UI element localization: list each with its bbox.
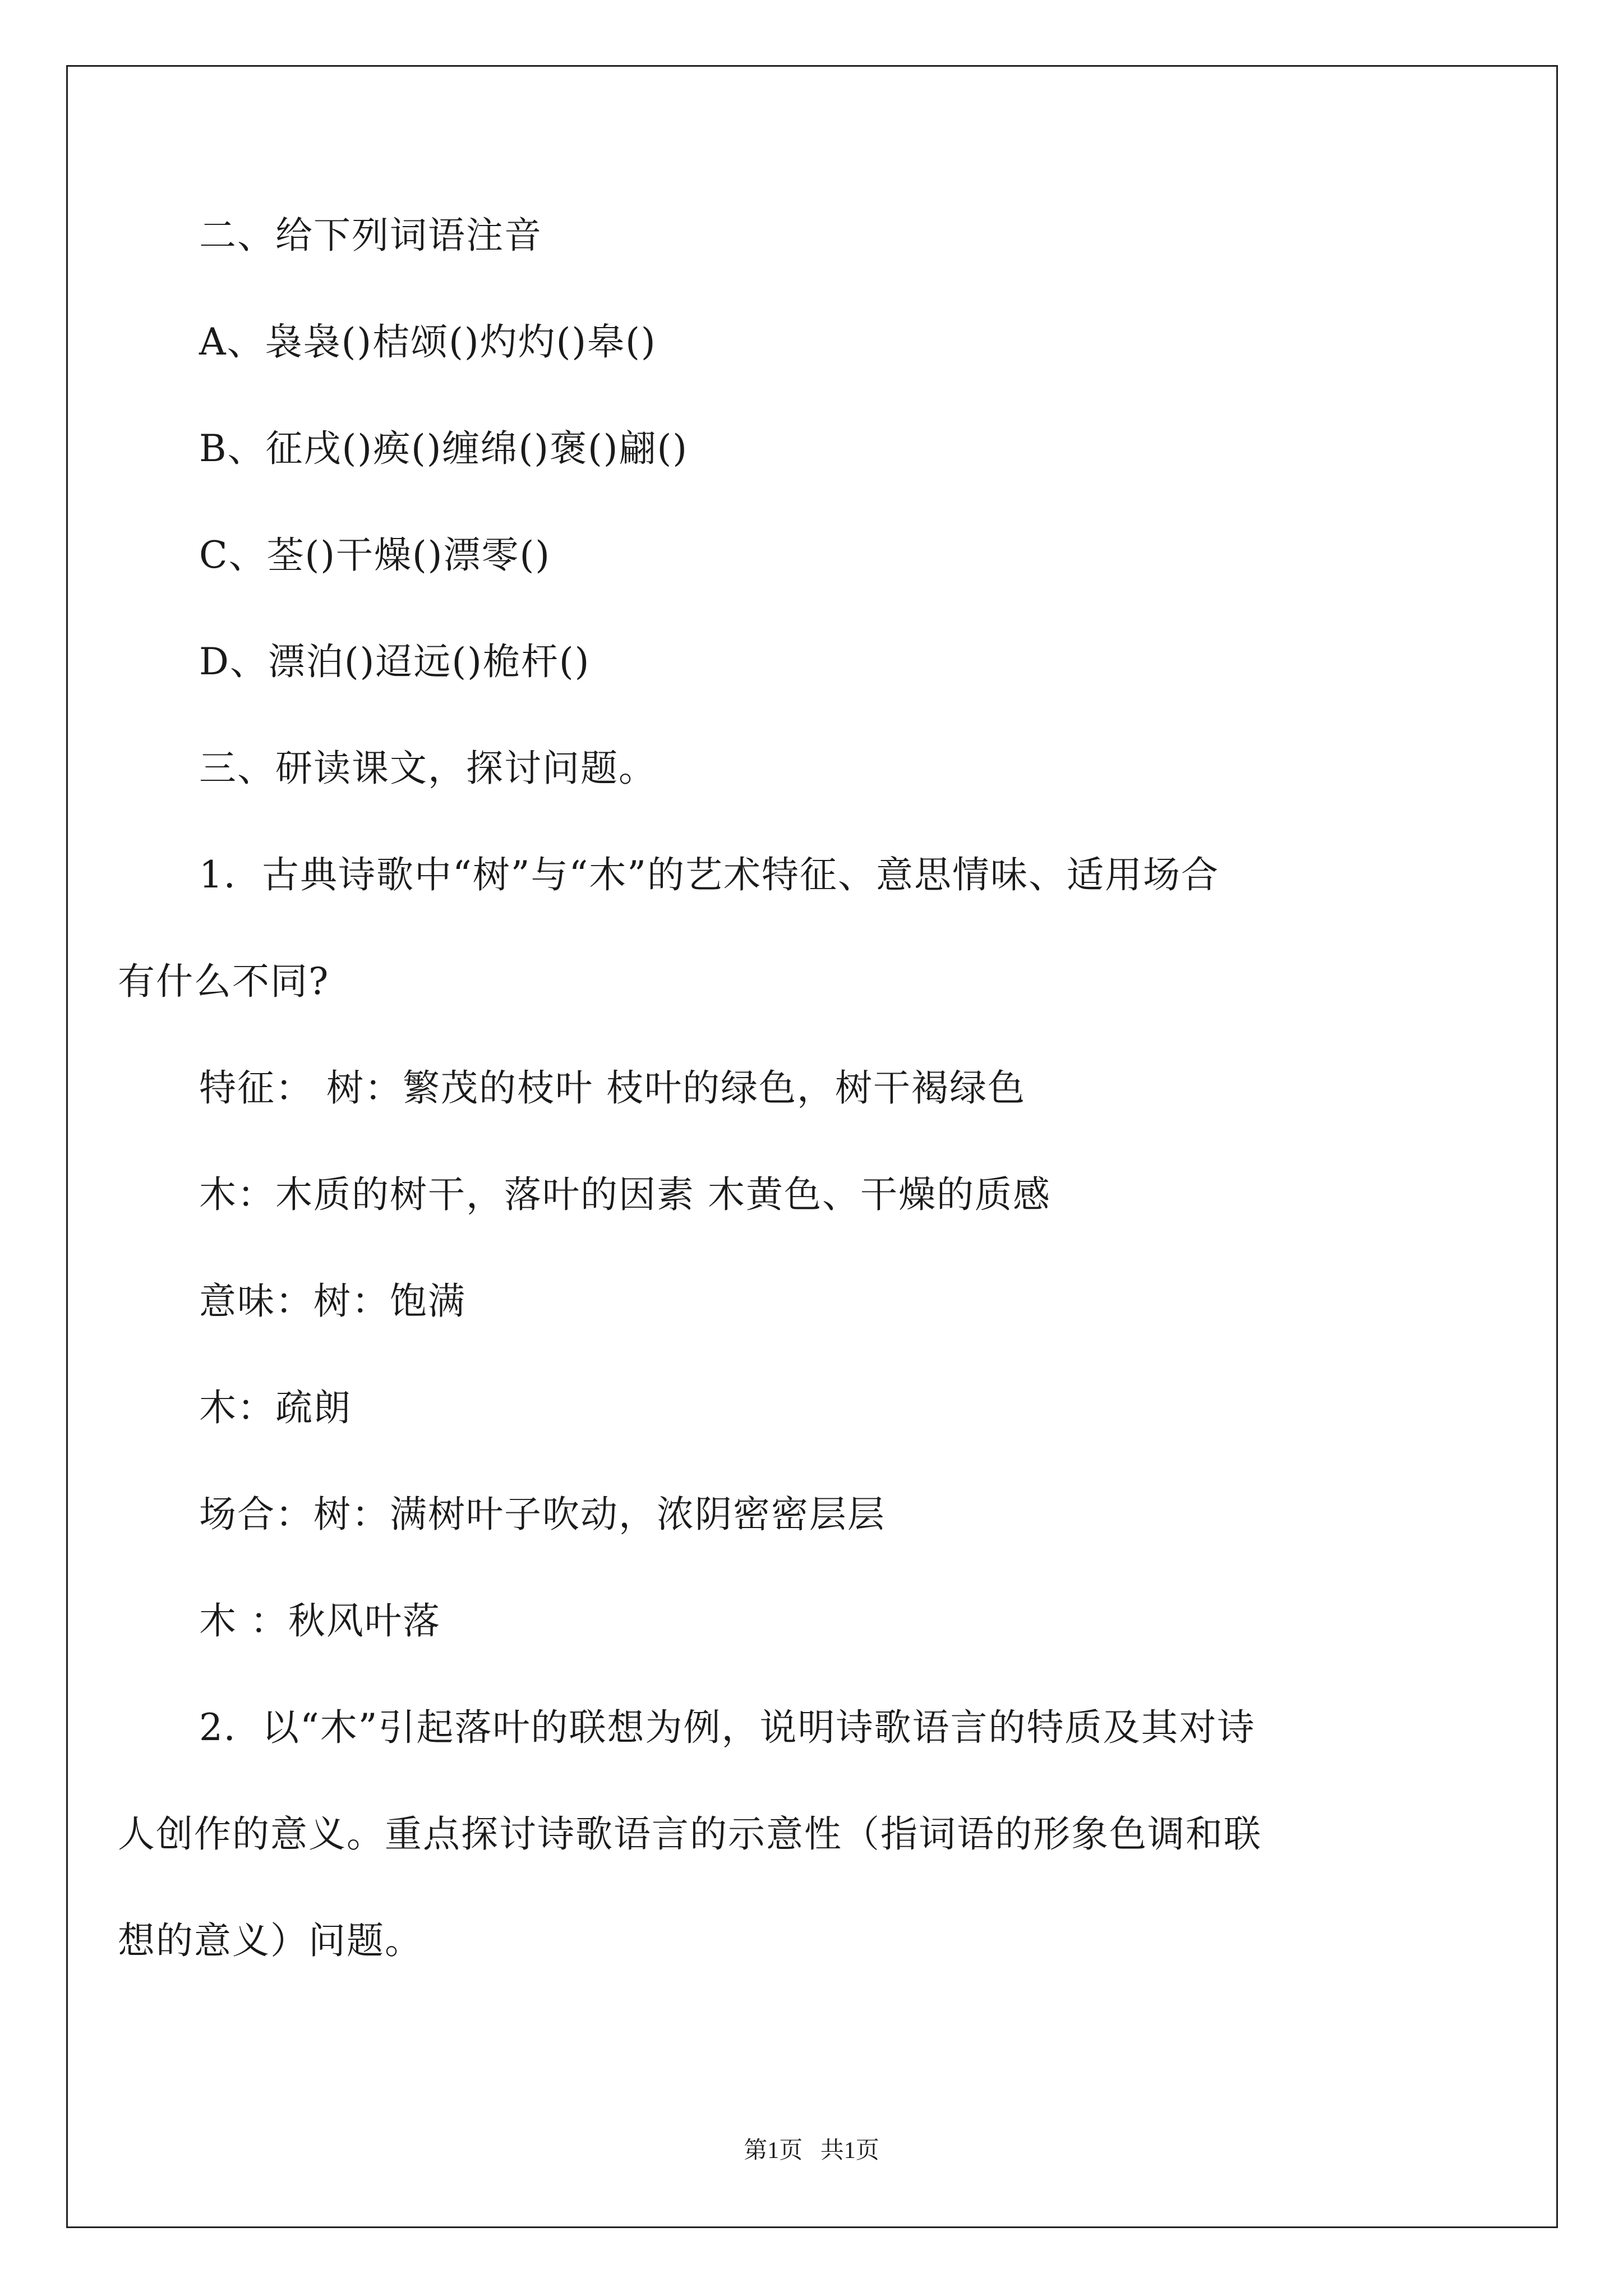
answer-feature-wood: 木：木质的树干，落叶的因素 木黄色、干燥的质感: [199, 1173, 1051, 1216]
page-number-footer: 第1页 共1页: [744, 2138, 879, 2164]
question-2-line-3: 想的意义）问题。: [118, 1919, 423, 1962]
question-line-c: C、荃()干燥()漂零(): [199, 533, 551, 577]
question-line-d: D、漂泊()迢远()桅杆(): [199, 640, 591, 683]
answer-occasion-wood: 木 ：秋风叶落: [199, 1599, 441, 1642]
question-1-line-1: 1．古典诗歌中“树”与“木”的艺术特征、意思情味、适用场合: [199, 853, 1219, 896]
question-line-b: B、征戌()痪()缠绵()褒()翩(): [199, 427, 688, 470]
answer-meaning-tree: 意味：树：饱满: [199, 1280, 466, 1323]
answer-meaning-wood: 木：疏朗: [199, 1386, 352, 1429]
page-border: [66, 65, 1558, 2228]
question-2-line-2: 人创作的意义。重点探讨诗歌语言的示意性（指词语的形象色调和联: [118, 1812, 1262, 1856]
section-heading-3: 三、研读课文，探讨问题。: [199, 747, 657, 790]
question-line-a: A、袅袅()桔颂()灼灼()皋(): [199, 320, 657, 364]
section-heading-2: 二、给下列词语注音: [199, 214, 542, 257]
question-2-line-1: 2．以“木”引起落叶的联想为例，说明诗歌语言的特质及其对诗: [199, 1706, 1256, 1749]
answer-feature-tree: 特征： 树：繁茂的枝叶 枝叶的绿色，树干褐绿色: [199, 1066, 1026, 1110]
question-1-line-2: 有什么不同?: [118, 960, 330, 1003]
answer-occasion-tree: 场合：树：满树叶子吹动，浓阴密密层层: [199, 1493, 886, 1536]
